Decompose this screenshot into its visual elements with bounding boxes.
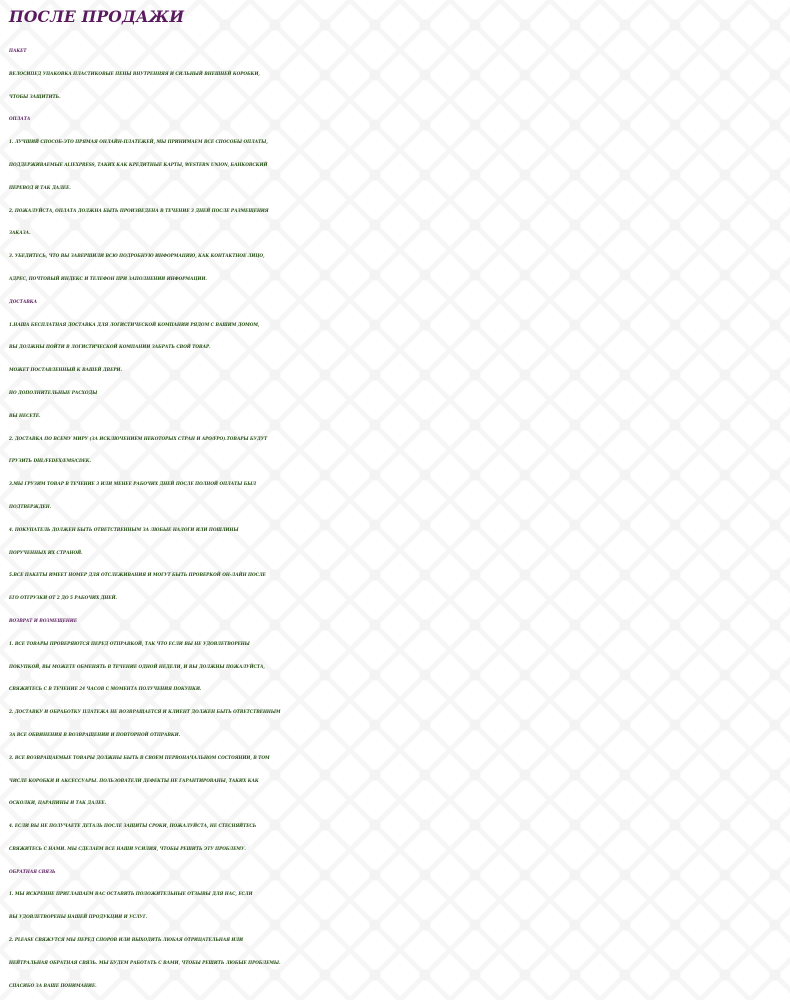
payment-line: ПЕРЕВОД И ТАК ДАЛЕЕ.	[9, 184, 71, 190]
payment-line: 3. УБЕДИТЕСЬ, ЧТО ВЫ ЗАВЕРШИЛИ ВСЮ ПОДРОБНУЮ ИНФОРМАЦИЮ, КАК КОНТАКТНОЕ ЛИЦО,	[9, 253, 265, 259]
returns-line: ОСКОЛКИ, ЦАРАПИНЫ И ТАК ДАЛЕЕ.	[9, 800, 107, 806]
delivery-line: 4. ПОКУПАТЕЛЬ ДОЛЖЕН БЫТЬ ОТВЕТСТВЕННЫМ ЗА ЛЮБЫЕ НАЛОГИ ИЛИ ПОШЛИНЫ	[9, 526, 239, 532]
returns-line: 4. ЕСЛИ ВЫ НЕ ПОЛУЧАЕТЕ ДЕТАЛЬ ПОСЛЕ ЗАЩИТЫ СРОКИ, ПОЖАЛУЙСТА, НЕ СТЕСНЯЙТЕСЬ	[9, 823, 257, 829]
section-heading-payment: ОПЛАТА	[9, 116, 31, 122]
delivery-line: МОЖЕТ ПОСТАВЛЕННЫЙ К ВАШЕЙ ДВЕРИ.	[9, 367, 122, 373]
returns-line: 1. ВСЕ ТОВАРЫ ПРОВЕРЯЮТСЯ ПЕРЕД ОТПРАВКОЙ, ТАК ЧТО ЕСЛИ ВЫ НЕ УДОВЛЕТВОРЕНЫ	[9, 640, 250, 646]
delivery-line: 5.ВСЕ ПАКЕТЫ ИМЕЕТ НОМЕР ДЛЯ ОТСЛЕЖИВАНИЯ И МОГУТ БЫТЬ ПРОВЕРКОЙ ОН-ЛАЙН ПОСЛЕ	[9, 572, 266, 578]
returns-line: ЧИСЛЕ КОРОБКИ И АКСЕССУАРЫ. ПОЛЬЗОВАТЕЛИ ДЕФЕКТЫ НЕ ГАРАНТИРОВАНЫ, ТАКИХ КАК	[9, 777, 259, 783]
payment-line: АДРЕС, ПОЧТОВЫЙ ИНДЕКС И ТЕЛЕФОН ПРИ ЗАПОЛНЕНИИ ИНФОРМАЦИИ.	[9, 275, 207, 281]
payment-line: ПОДДЕРЖИВАЕМЫЕ ALIEXPRESS, ТАКИХ КАК КРЕДИТНЫЕ КАРТЫ, WESTERN UNION, БАНКОВСКИЙ	[9, 161, 268, 167]
delivery-line: ПОРУЧЕННЫХ ИХ СТРАНОЙ.	[9, 549, 83, 555]
returns-line: 3. ВСЕ ВОЗВРАЩАЕМЫЕ ТОВАРЫ ДОЛЖНЫ БЫТЬ В СВОЕМ ПЕРВОНАЧАЛЬНОМ СОСТОЯНИИ, В ТОМ	[9, 754, 270, 760]
returns-line: СВЯЖИТЕСЬ С В ТЕЧЕНИЕ 24 ЧАСОВ С МОМЕНТА ПОЛУЧЕНИЯ ПОКУПКИ.	[9, 686, 202, 692]
payment-line: 1. ЛУЧШИЙ СПОСОБ-ЭТО ПРЯМАЯ ОНЛАЙН-ПЛАТЕЖЕЙ, МЫ ПРИНИМАЕМ ВСЕ СПОСОБЫ ОПЛАТЫ,	[9, 139, 268, 145]
content-column	[9, 0, 787, 997]
section-heading-feedback: ОБРАТНАЯ СВЯЗЬ	[9, 868, 56, 874]
page-title: ПОСЛЕ ПРОДАЖИ	[9, 7, 185, 26]
delivery-line: ПОДТВЕРЖДЕН.	[9, 503, 52, 509]
delivery-line: ГРУЗИТЬ DHL/FEDEX/EMS/CDEK.	[9, 458, 91, 464]
delivery-line: 2. ДОСТАВКА ПО ВСЕМУ МИРУ (ЗА ИСКЛЮЧЕНИЕМ НЕКОТОРЫХ СТРАН И APO/FPO).ТОВАРЫ БУДУТ	[9, 435, 268, 441]
returns-line: ПОКУПКОЙ, ВЫ МОЖЕТЕ ОБМЕНЯТЬ В ТЕЧЕНИЕ ОДНОЙ НЕДЕЛИ, И ВЫ ДОЛЖНЫ ПОЖАЛУЙСТА,	[9, 663, 265, 669]
feedback-line: 2. PLEASE СВЯЖУТСЯ МЫ ПЕРЕД СПОРОВ ИЛИ ВЫХОДИТЬ ЛЮБАЯ ОТРИЦАТЕЛЬНАЯ ИЛИ	[9, 937, 244, 943]
delivery-line: 1.НАША БЕСПЛАТНАЯ ДОСТАВКА ДЛЯ ЛОГИСТИЧЕСКОЙ КОМПАНИИ РЯДОМ С ВАШИМ ДОМОМ,	[9, 321, 260, 327]
returns-line: СВЯЖИТЕСЬ С НАМИ. МЫ СДЕЛАЕМ ВСЕ НАШИ УСИЛИЯ, ЧТОБЫ РЕШИТЬ ЭТУ ПРОБЛЕМУ.	[9, 845, 246, 851]
feedback-line: ВЫ УДОВЛЕТВОРЕНЫ НАШЕЙ ПРОДУКЦИИ И УСЛУГ.	[9, 914, 148, 920]
payment-line: 2. ПОЖАЛУЙСТА, ОПЛАТА ДОЛЖНА БЫТЬ ПРОИЗВЕДЕНА В ТЕЧЕНИЕ 3 ДНЕЙ ПОСЛЕ РАЗМЕЩЕНИЯ	[9, 207, 269, 213]
payment-line: ЗАКАЗА.	[9, 230, 31, 236]
feedback-line: СПАСИБО ЗА ВАШЕ ПОНИМАНИЕ.	[9, 982, 97, 988]
feedback-line: НЕЙТРАЛЬНАЯ ОБРАТНАЯ СВЯЗЬ. МЫ БУДЕМ РАБОТАТЬ С ВАМИ, ЧТОБЫ РЕШИТЬ ЛЮБЫЕ ПРОБЛЕМЫ.	[9, 959, 281, 965]
section-heading-returns: ВОЗВРАТ И ВОЗМЕЩЕНИЕ	[9, 617, 78, 623]
delivery-line: НО ДОПОЛНИТЕЛЬНЫЕ РАСХОДЫ	[9, 389, 98, 395]
package-line: ЧТОБЫ ЗАЩИТИТЬ.	[9, 93, 61, 99]
delivery-line: ВЫ НЕСЕТЕ.	[9, 412, 41, 418]
feedback-line: 1. МЫ ИСКРЕННЕ ПРИГЛАШАЕМ ВАС ОСТАВИТЬ ПОЛОЖИТЕЛЬНЫЕ ОТЗЫВЫ ДЛЯ НАС, ЕСЛИ	[9, 891, 253, 897]
delivery-line: ЕГО ОТГРУЗКИ ОТ 2 ДО 5 РАБОЧИХ ДНЕЙ.	[9, 595, 117, 601]
returns-line: ЗА ВСЕ ОБВИНЕНИЯ В ВОЗВРАЩЕНИИ И ПОВТОРНОЙ ОТПРАВКИ.	[9, 731, 181, 737]
delivery-line: 3.МЫ ГРУЗИМ ТОВАР В ТЕЧЕНИЕ 3 ИЛИ МЕНЕЕ РАБОЧИХ ДНЕЙ ПОСЛЕ ПОЛНОЙ ОПЛАТЫ БЫЛ	[9, 481, 257, 487]
section-heading-delivery: ДОСТАВКА	[9, 298, 37, 304]
delivery-line: ВЫ ДОЛЖНЫ ПОЙТИ В ЛОГИСТИЧЕСКОЙ КОМПАНИИ ЗАБРАТЬ СВОЙ ТОВАР.	[9, 344, 211, 350]
returns-line: 2. ДОСТАВКУ И ОБРАБОТКУ ПЛАТЕЖА НЕ ВОЗВРАЩАЕТСЯ И КЛИЕНТ ДОЛЖЕН БЫТЬ ОТВЕТСТВЕННЫМ	[9, 709, 281, 715]
section-heading-package: ПАКЕТ	[9, 48, 27, 53]
package-line: ВЕЛОСИПЕД УПАКОВКА ПЛАСТИКОВЫЕ ПЕНЫ ВНУТРЕННЯЯ И СИЛЬНЫЙ ВНЕШНЕЙ КОРОБКИ,	[9, 70, 260, 76]
